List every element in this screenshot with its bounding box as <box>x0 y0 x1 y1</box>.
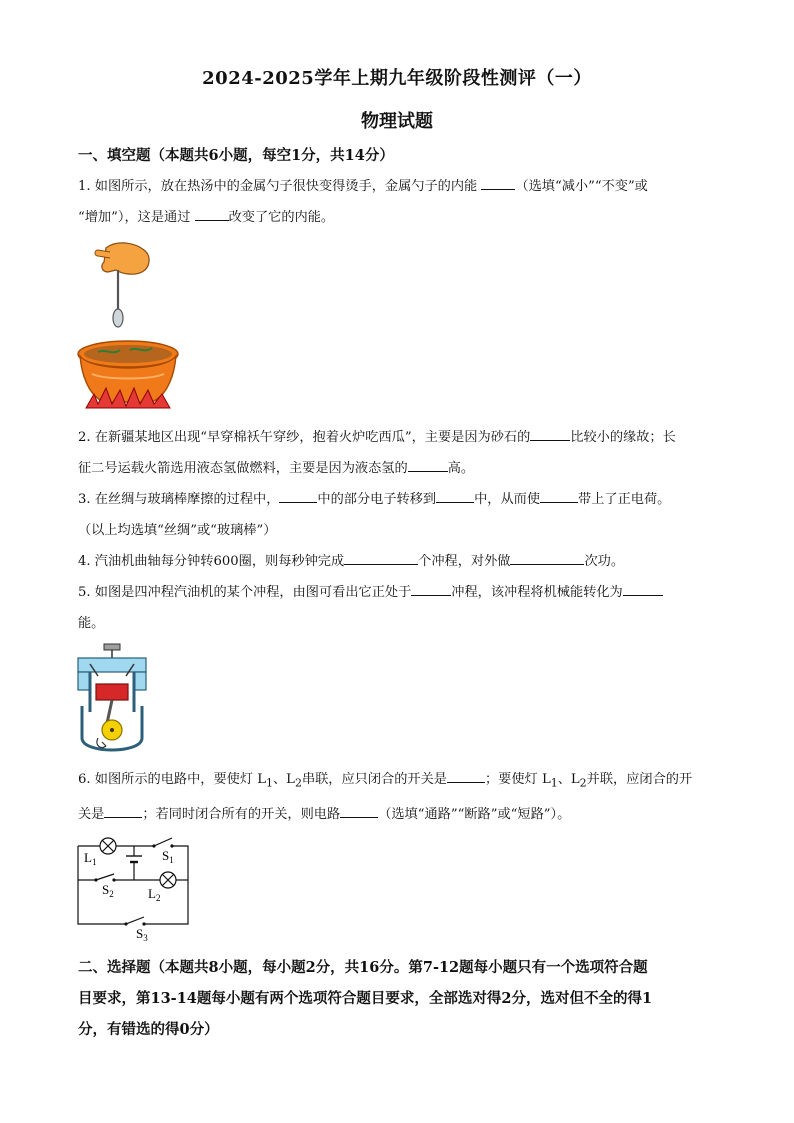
question-4 <box>78 546 720 577</box>
hand-icon <box>102 243 149 274</box>
q6-text-e: 、L <box>557 772 580 787</box>
q2-text-c: 征二号运载火箭选用液态氢做燃料，主要是因为液态氢的 <box>78 461 408 476</box>
q4-text-c: 次功。 <box>584 554 625 569</box>
q6-blank-1[interactable] <box>447 768 485 783</box>
label-l2: $L_2$ <box>148 886 161 903</box>
soup-surface <box>84 345 172 363</box>
piston-icon <box>96 684 128 700</box>
section-2-line-2: 目要求，第13-14题每小题有两个选项符合题目要求，全部选对得2分，选对但不全的得1 <box>78 990 653 1007</box>
section-2-line-3: 分，有错选的得0分） <box>78 1021 219 1038</box>
q5-text-a: 5. 如图是四冲程汽油机的某个冲程，由图可看出它正处于 <box>78 585 412 600</box>
label-s1: $S_1$ <box>162 848 174 865</box>
q1-text-a: 1. 如图所示，放在热汤中的金属勺子很快变得烫手，金属勺子的内能 <box>78 179 482 194</box>
q4-blank-1[interactable] <box>344 550 418 565</box>
engine-figure <box>74 642 150 760</box>
q3-text-c: 中，从而使 <box>474 492 541 507</box>
q6-text-d: ；要使灯 L <box>485 772 551 787</box>
q5-blank-2[interactable] <box>623 581 663 596</box>
q6-text-f: 并联，应闭合的开 <box>586 772 693 787</box>
spoon-icon <box>113 309 123 327</box>
q6-sub-3: 1 <box>550 776 558 790</box>
switch-s2 <box>96 874 114 880</box>
q3-blank-2[interactable] <box>436 488 474 503</box>
circuit-diagram <box>76 832 194 942</box>
question-5 <box>78 577 720 639</box>
q2-text-d: 高。 <box>447 461 475 476</box>
question-6 <box>78 764 720 830</box>
q1-text-d: 改变了它的内能。 <box>228 210 335 225</box>
q6-text-g: 关是 <box>78 806 105 822</box>
switch-s1 <box>154 838 172 846</box>
q6-text-i: （选填“通路”“断路”或“短路”）。 <box>378 806 571 822</box>
label-l1: $L_1$ <box>84 850 97 867</box>
q3-text-d: 带上了正电荷。 <box>578 492 671 507</box>
q6-text-h: ；若同时闭合所有的开关，则电路 <box>142 806 341 822</box>
q5-text-b: 冲程，该冲程将机械能转化为 <box>451 585 623 600</box>
cylinder-head <box>78 658 146 672</box>
q6-text-b: 、L <box>272 772 295 787</box>
question-3 <box>78 484 720 546</box>
q6-sub-1: 1 <box>265 776 273 790</box>
section-1-heading: 一、填空题（本题共6小题，每空1分，共14分） <box>78 147 394 164</box>
question-2 <box>78 422 720 484</box>
q3-note: （以上均选填“丝绸”或“玻璃棒”） <box>78 523 277 538</box>
label-s3: $S_3$ <box>136 926 148 942</box>
q2-text-b: 比较小的缘故；长 <box>570 430 676 445</box>
q4-blank-2[interactable] <box>510 550 584 565</box>
section-2-line-1: 二、选择题（本题共8小题，每小题2分，共16分。第7-12题每小题只有一个选项符合题 <box>78 959 648 976</box>
q4-text-b: 个冲程，对外做 <box>418 554 511 569</box>
q6-sub-4: 2 <box>579 776 587 790</box>
exam-subject: 物理试题 <box>361 111 433 132</box>
q1-text-c: “增加”），这是通过 <box>78 210 195 225</box>
q2-blank-1[interactable] <box>530 426 570 441</box>
q4-text-a: 4. 汽油机曲轴每分钟转600圈，则每秒钟完成 <box>78 554 345 569</box>
q2-blank-2[interactable] <box>408 457 448 472</box>
q6-text-a: 6. 如图所示的电路中，要使灯 L <box>78 772 266 787</box>
q3-text-a: 3. 在丝绸与玻璃棒摩擦的过程中， <box>78 492 280 507</box>
q6-sub-2: 2 <box>294 776 302 790</box>
q3-blank-3[interactable] <box>540 488 578 503</box>
q3-text-b: 中的部分电子转移到 <box>317 492 437 507</box>
q6-blank-3[interactable] <box>340 803 378 818</box>
q6-text-c: 串联，应只闭合的开关是 <box>301 772 447 787</box>
question-1 <box>78 171 720 233</box>
exam-title: 2024-2025学年上期九年级阶段性测评（一） <box>202 68 592 89</box>
label-s2: $S_2$ <box>102 882 114 899</box>
q3-blank-1[interactable] <box>279 488 317 503</box>
switch-s3 <box>126 917 144 924</box>
q5-blank-1[interactable] <box>411 581 451 596</box>
soup-spoon-figure <box>76 238 180 414</box>
q1-blank-1[interactable] <box>481 175 515 190</box>
q2-text-a: 2. 在新疆某地区出现“早穿棉袄午穿纱，抱着火炉吃西瓜”，主要是因为砂石的 <box>78 430 531 445</box>
q1-text-b: （选填“减小”“不变”或 <box>515 179 648 194</box>
section-2-heading <box>78 952 724 1045</box>
q5-text-c: 能。 <box>78 616 105 631</box>
q6-blank-2[interactable] <box>104 803 142 818</box>
q1-blank-2[interactable] <box>195 206 229 221</box>
